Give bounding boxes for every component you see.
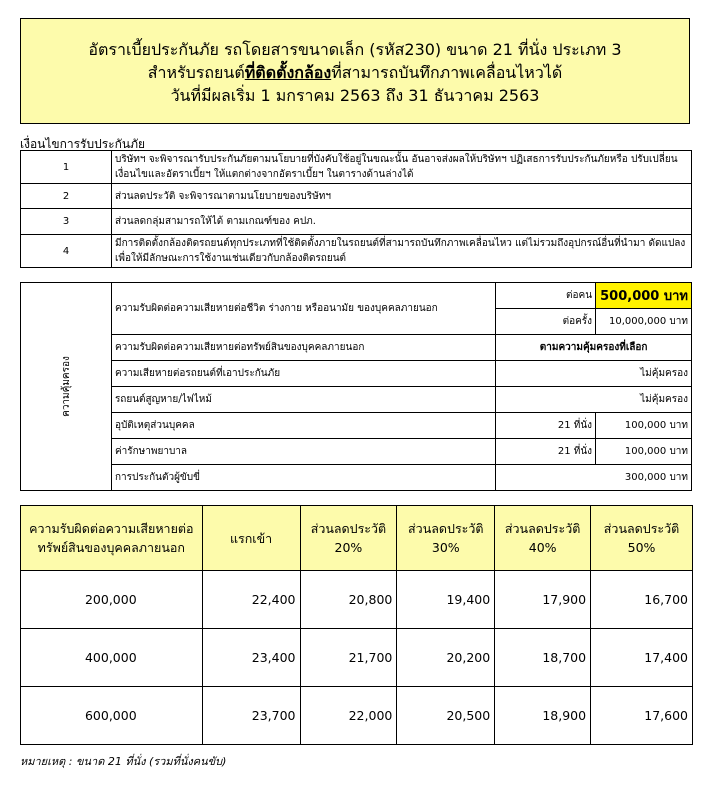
premium-cell: 22,000 <box>300 687 397 745</box>
per-person-value: 500,000 บาท <box>596 283 692 309</box>
premium-cell: 400,000 <box>21 629 203 687</box>
condition-text: ส่วนลดประวัติ จะพิจารณาตามนโยบายของบริษัทฯ <box>112 184 692 209</box>
premium-cell: 600,000 <box>21 687 203 745</box>
medical-seats: 21 ที่นั่ง <box>496 439 596 465</box>
premium-cell: 21,700 <box>300 629 397 687</box>
medical-label: ค่ารักษาพยาบาล <box>111 439 495 465</box>
per-time-label: ต่อครั้ง <box>496 309 596 335</box>
title-line-3: วันที่มีผลเริ่ม 1 มกราคม 2563 ถึง 31 ธันวาคม 2563 <box>170 86 540 105</box>
premium-cell: 18,700 <box>495 629 591 687</box>
title-banner <box>20 18 690 124</box>
premium-cell: 23,700 <box>202 687 300 745</box>
condition-row <box>21 235 692 268</box>
conditions-table <box>20 150 692 268</box>
premium-cell: 20,800 <box>300 571 397 629</box>
bail-value: 300,000 บาท <box>496 465 692 491</box>
premium-cell: 23,400 <box>202 629 300 687</box>
premium-cell: 17,900 <box>495 571 591 629</box>
condition-number: 4 <box>21 235 112 268</box>
condition-row <box>21 209 692 235</box>
premium-row <box>21 571 693 629</box>
premium-header-new: แรกเข้า <box>202 506 300 571</box>
theft-label: รถยนต์สูญหาย/ไฟไหม้ <box>111 387 495 413</box>
property-label: ความรับผิดต่อความเสียหายต่อทรัพย์สินของบุคคลภายนอก <box>111 335 495 361</box>
medical-value: 100,000 บาท <box>596 439 692 465</box>
premium-cell: 20,500 <box>397 687 495 745</box>
premium-cell: 19,400 <box>397 571 495 629</box>
condition-number: 1 <box>21 151 112 184</box>
per-time-value: 10,000,000 บาท <box>596 309 692 335</box>
premium-cell: 22,400 <box>202 571 300 629</box>
premium-header-discount-50: ส่วนลดประวัติ 50% <box>591 506 693 571</box>
premium-header-discount-30: ส่วนลดประวัติ 30% <box>397 506 495 571</box>
pa-label: อุบัติเหตุส่วนบุคคล <box>111 413 495 439</box>
premium-cell: 200,000 <box>21 571 203 629</box>
coverage-table <box>20 282 692 491</box>
pa-seats: 21 ที่นั่ง <box>496 413 596 439</box>
title-line-1: อัตราเบี้ยประกันภัย รถโดยสารขนาดเล็ก (รหัส230) ขนาด 21 ที่นั่ง ประเภท 3 <box>88 40 622 59</box>
conditions-title: เงื่อนไขการรับประกันภัย <box>20 137 146 151</box>
premium-row <box>21 629 693 687</box>
title-line-2 <box>21 61 689 84</box>
premium-header-sum-insured: ความรับผิดต่อความเสียหายต่อ ทรัพย์สินของบุคคลภายนอก <box>21 506 203 571</box>
premium-cell: 17,600 <box>591 687 693 745</box>
per-person-label: ต่อคน <box>496 283 596 309</box>
condition-text: บริษัทฯ จะพิจารณารับประกันภัยตามนโยบายที่บังคับใช้อยู่ในขณะนั้น อันอาจส่งผลให้บริษัทฯ ปฏิเสธการรับประกันภัยหรือ ปรับเปลี่ยนเงื่อนไขและอัตราเบี้ยฯ ให้แตกต่างจากอัตราเบี้ยฯ ในตารางด้านล่างได้ <box>112 151 692 184</box>
title-line-2-pre: สำหรับรถยนต์ <box>147 63 245 82</box>
condition-row <box>21 151 692 184</box>
premium-cell: 16,700 <box>591 571 693 629</box>
premium-header-discount-20: ส่วนลดประวัติ 20% <box>300 506 397 571</box>
pa-value: 100,000 บาท <box>596 413 692 439</box>
condition-text: ส่วนลดกลุ่มสามารถให้ได้ ตามเกณฑ์ของ คปภ. <box>112 209 692 235</box>
premium-cell: 18,900 <box>495 687 591 745</box>
premium-row <box>21 687 693 745</box>
property-value: ตามความคุ้มครองที่เลือก <box>496 335 692 361</box>
footnote: หมายเหตุ : ขนาด 21 ที่นั่ง (รวมที่นั่งคนขับ) <box>20 755 227 768</box>
own-damage-value: ไม่คุ้มครอง <box>496 361 692 387</box>
title-line-2-post: ที่สามารถบันทึกภาพเคลื่อนไหวได้ <box>331 63 563 82</box>
condition-number: 3 <box>21 209 112 235</box>
own-damage-label: ความเสียหายต่อรถยนต์ที่เอาประกันภัย <box>111 361 495 387</box>
title-line-2-highlight: ที่ติดตั้งกล้อง <box>244 63 332 82</box>
premium-cell: 17,400 <box>591 629 693 687</box>
condition-text: มีการติดตั้งกล้องติดรถยนต์ทุกประเภทที่ใช้ติดตั้งภายในรถยนต์ที่สามารถบันทึกภาพเคลื่อนไหว แต่ไม่รวมถึงอุปกรณ์อื่นที่นำมา ดัดแปลงเพื่อให้มีลักษณะการใช้งานเช่นเดียวกับกล้องติดรถยนต์ <box>112 235 692 268</box>
premium-header-discount-40: ส่วนลดประวัติ 40% <box>495 506 591 571</box>
coverage-side-label: ความคุ้มครอง <box>21 283 112 491</box>
premium-header-row <box>21 506 693 571</box>
premium-table <box>20 505 693 745</box>
premium-cell: 20,200 <box>397 629 495 687</box>
liability-life-label: ความรับผิดต่อความเสียหายต่อชีวิต ร่างกาย หรืออนามัย ของบุคคลภายนอก <box>111 283 495 335</box>
condition-row <box>21 184 692 209</box>
condition-number: 2 <box>21 184 112 209</box>
theft-value: ไม่คุ้มครอง <box>496 387 692 413</box>
bail-label: การประกันตัวผู้ขับขี่ <box>111 465 495 491</box>
